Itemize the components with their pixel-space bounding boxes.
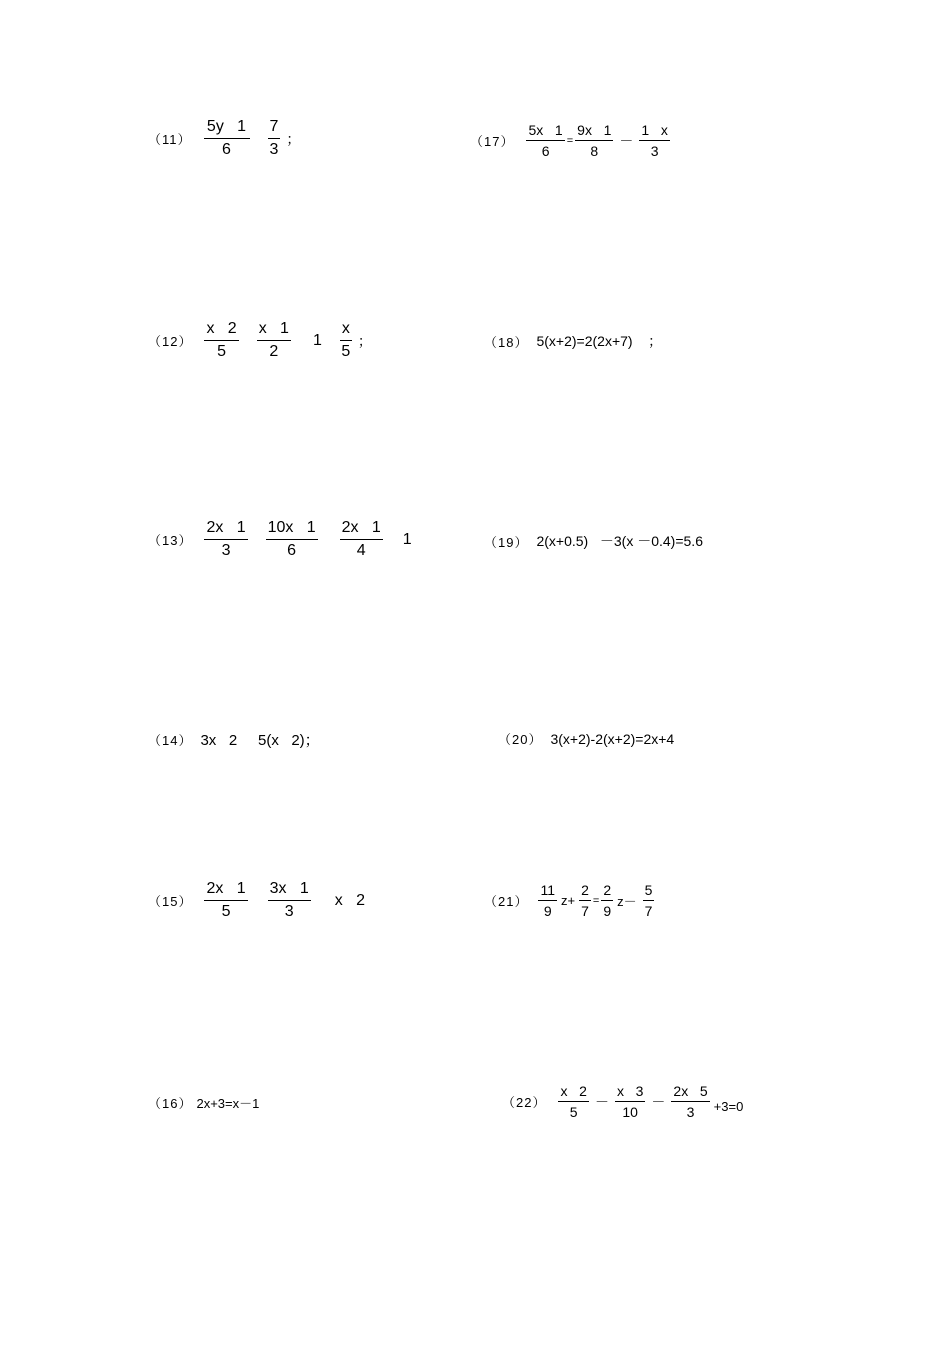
problem-number: （12）: [148, 334, 193, 349]
fraction: $\frac{5y 1}{6}$: [204, 118, 250, 159]
punctuation: ；: [357, 332, 372, 349]
equation-text: 3(x+2)-2(x+2)=2x+4: [550, 730, 675, 747]
fraction: $\frac{x 3}{10}$: [616, 1083, 644, 1120]
term: z+: [561, 893, 576, 908]
problem-22: [502, 1083, 743, 1120]
fraction: $\frac{x 2}{5}$: [206, 320, 237, 360]
fraction: $\frac{2x 1}{5}$: [206, 880, 246, 920]
equals-sign: =: [566, 134, 574, 147]
term: +3=0: [713, 1099, 744, 1114]
minus-sign: －: [651, 1093, 666, 1110]
fraction: $\frac{2x 1}{4}$: [341, 519, 381, 559]
minus-sign: －: [594, 1093, 609, 1110]
fraction: $\frac{9x 1}{8}$: [577, 122, 612, 159]
problem-16: [148, 1093, 259, 1112]
problem-number: （20）: [498, 732, 543, 747]
problem-number: （21）: [484, 894, 529, 909]
fraction: $\frac{x 1}{2}$: [258, 320, 289, 360]
problem-20: [498, 729, 674, 748]
problem-19: [484, 531, 703, 551]
problem-17: [470, 122, 674, 159]
fraction: $\frac{2}{7}$: [581, 882, 589, 919]
equals-sign: =: [592, 894, 600, 907]
fraction: $\frac{x}{5}$: [341, 320, 351, 360]
fraction: $\frac{7}{3}$: [269, 118, 279, 158]
term: 1: [312, 331, 322, 349]
punctuation: ；: [286, 130, 301, 147]
problem-12: [148, 320, 372, 361]
fraction: $\frac{5}{7}$: [644, 882, 653, 919]
fraction: $\frac{5x 1}{6}$: [528, 122, 563, 159]
fraction: $\frac{10x 1}{6}$: [267, 519, 316, 559]
problem-21: [484, 882, 658, 919]
problem-number: （22）: [502, 1095, 547, 1110]
fraction: $\frac{x 2}{5}$: [560, 1083, 587, 1120]
problem-number: （11）: [148, 132, 192, 147]
problem-number: （14）: [148, 733, 193, 748]
problem-number: （13）: [148, 533, 193, 548]
problem-14: [148, 729, 320, 750]
equation-text: 2(x+0.5) －3(x －0.4)=5.6: [536, 533, 703, 549]
problem-15: [148, 880, 365, 921]
problem-number: （17）: [470, 134, 515, 149]
fraction: $\frac{2x 5}{3}$: [673, 1083, 708, 1120]
term: 1: [402, 530, 412, 548]
fraction: $\frac{3x 1}{3}$: [269, 880, 309, 920]
problem-18: [484, 331, 662, 351]
problem-11: [148, 118, 300, 159]
equation-text: 2x+3=x－1: [196, 1096, 260, 1111]
equation-text: 3x 2 5(x 2)；: [200, 732, 320, 749]
equation-text: 5(x+2)=2(2x+7) ；: [536, 333, 663, 349]
problem-number: （15）: [148, 894, 193, 909]
problem-number: （19）: [484, 534, 529, 550]
fraction: $\frac{2x 1}{3}$: [206, 519, 246, 559]
fraction: $\frac{1 x}{3}$: [641, 122, 668, 159]
fraction: $\frac{11}{9}$: [540, 882, 556, 919]
problem-number: （16）: [148, 1096, 193, 1111]
minus-sign: －: [619, 132, 634, 149]
term: z－: [617, 894, 637, 909]
problem-13: [148, 519, 412, 560]
fraction: $\frac{2}{9}$: [603, 882, 612, 919]
problem-number: （18）: [484, 334, 529, 350]
term: x 2: [334, 891, 365, 909]
